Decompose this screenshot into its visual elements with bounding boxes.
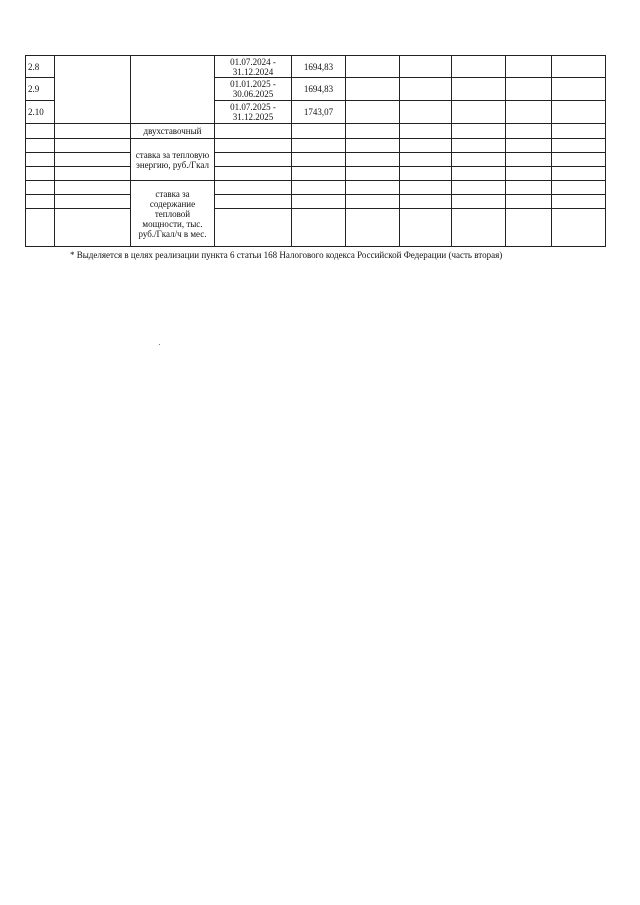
empty-cell bbox=[452, 101, 506, 124]
tariff-value: 1743,07 bbox=[292, 101, 346, 124]
empty-cell bbox=[552, 124, 606, 139]
empty-cell bbox=[552, 139, 606, 153]
empty-cell bbox=[55, 195, 131, 209]
table-row bbox=[26, 124, 606, 139]
empty-cell bbox=[506, 167, 552, 181]
empty-cell bbox=[55, 153, 131, 167]
empty-cell bbox=[26, 209, 55, 247]
period-cell: 01.01.2025 - 30.06.2025 bbox=[215, 78, 292, 101]
empty-cell bbox=[506, 124, 552, 139]
tariff-value: 1694,83 bbox=[292, 56, 346, 78]
empty-cell bbox=[506, 101, 552, 124]
empty-cell bbox=[292, 181, 346, 195]
table-row bbox=[26, 209, 606, 247]
empty-cell bbox=[506, 195, 552, 209]
empty-cell bbox=[55, 181, 131, 195]
empty-cell bbox=[55, 139, 131, 153]
empty-cell bbox=[55, 124, 131, 139]
empty-cell bbox=[346, 209, 400, 247]
empty-cell bbox=[26, 181, 55, 195]
empty-cell bbox=[506, 139, 552, 153]
empty-cell bbox=[452, 195, 506, 209]
empty-cell bbox=[552, 209, 606, 247]
empty-cell bbox=[26, 139, 55, 153]
row-number: 2.8 bbox=[26, 56, 55, 78]
empty-cell bbox=[346, 78, 400, 101]
empty-cell bbox=[292, 209, 346, 247]
table-row bbox=[26, 56, 606, 78]
empty-cell bbox=[400, 56, 452, 78]
empty-cell bbox=[506, 56, 552, 78]
empty-cell bbox=[400, 195, 452, 209]
empty-cell bbox=[452, 181, 506, 195]
empty-cell bbox=[346, 124, 400, 139]
empty-cell bbox=[506, 181, 552, 195]
period-cell: 01.07.2024 - 31.12.2024 bbox=[215, 56, 292, 78]
period-cell: 01.07.2025 - 31.12.2025 bbox=[215, 101, 292, 124]
empty-cell bbox=[552, 181, 606, 195]
empty-cell bbox=[400, 167, 452, 181]
empty-cell bbox=[452, 153, 506, 167]
empty-cell bbox=[215, 181, 292, 195]
empty-cell bbox=[55, 167, 131, 181]
empty-cell bbox=[452, 124, 506, 139]
empty-cell bbox=[215, 124, 292, 139]
empty-cell bbox=[452, 56, 506, 78]
empty-cell bbox=[400, 101, 452, 124]
empty-cell bbox=[55, 56, 131, 124]
empty-cell bbox=[552, 101, 606, 124]
row-number: 2.9 bbox=[26, 78, 55, 101]
table-row bbox=[26, 167, 606, 181]
row-number: 2.10 bbox=[26, 101, 55, 124]
empty-cell bbox=[400, 181, 452, 195]
empty-cell bbox=[346, 167, 400, 181]
table-row bbox=[26, 153, 606, 167]
footnote: * Выделяется в целях реализации пункта 6 статьи 168 Налогового кодекса Российской Федерации (часть вторая) bbox=[70, 250, 503, 260]
empty-cell bbox=[452, 209, 506, 247]
empty-cell bbox=[452, 78, 506, 101]
capacity-rate-label: ставка за содержание тепловой мощности, тыс. руб./Гкал/ч в мес. bbox=[131, 181, 215, 247]
empty-cell bbox=[346, 139, 400, 153]
empty-cell bbox=[346, 153, 400, 167]
empty-cell bbox=[552, 153, 606, 167]
empty-cell bbox=[346, 101, 400, 124]
empty-cell bbox=[506, 209, 552, 247]
empty-cell bbox=[55, 209, 131, 247]
tariff-table bbox=[25, 55, 606, 247]
empty-cell bbox=[400, 209, 452, 247]
empty-cell bbox=[452, 167, 506, 181]
empty-cell bbox=[506, 153, 552, 167]
empty-cell bbox=[215, 153, 292, 167]
empty-cell bbox=[552, 167, 606, 181]
empty-cell bbox=[292, 167, 346, 181]
empty-cell bbox=[552, 78, 606, 101]
table-row bbox=[26, 195, 606, 209]
scan-speck bbox=[159, 344, 160, 345]
empty-cell bbox=[506, 78, 552, 101]
two-part-label: двухставочный bbox=[131, 124, 215, 139]
empty-cell bbox=[400, 78, 452, 101]
empty-cell bbox=[400, 153, 452, 167]
empty-cell bbox=[292, 139, 346, 153]
empty-cell bbox=[552, 56, 606, 78]
table-row bbox=[26, 139, 606, 153]
empty-cell bbox=[26, 153, 55, 167]
empty-cell bbox=[552, 195, 606, 209]
empty-cell bbox=[26, 195, 55, 209]
empty-cell bbox=[292, 153, 346, 167]
energy-rate-label: ставка за тепловую энергию, руб./Гкал bbox=[131, 139, 215, 181]
empty-cell bbox=[346, 56, 400, 78]
tariff-value: 1694,83 bbox=[292, 78, 346, 101]
empty-cell bbox=[215, 139, 292, 153]
empty-cell bbox=[452, 139, 506, 153]
empty-cell bbox=[346, 195, 400, 209]
empty-cell bbox=[292, 195, 346, 209]
empty-cell bbox=[215, 209, 292, 247]
empty-cell bbox=[26, 124, 55, 139]
empty-cell bbox=[215, 167, 292, 181]
empty-cell bbox=[215, 195, 292, 209]
empty-cell bbox=[292, 124, 346, 139]
empty-cell bbox=[346, 181, 400, 195]
empty-cell bbox=[26, 167, 55, 181]
table-row bbox=[26, 181, 606, 195]
empty-cell bbox=[400, 124, 452, 139]
empty-cell bbox=[400, 139, 452, 153]
empty-cell bbox=[131, 56, 215, 124]
